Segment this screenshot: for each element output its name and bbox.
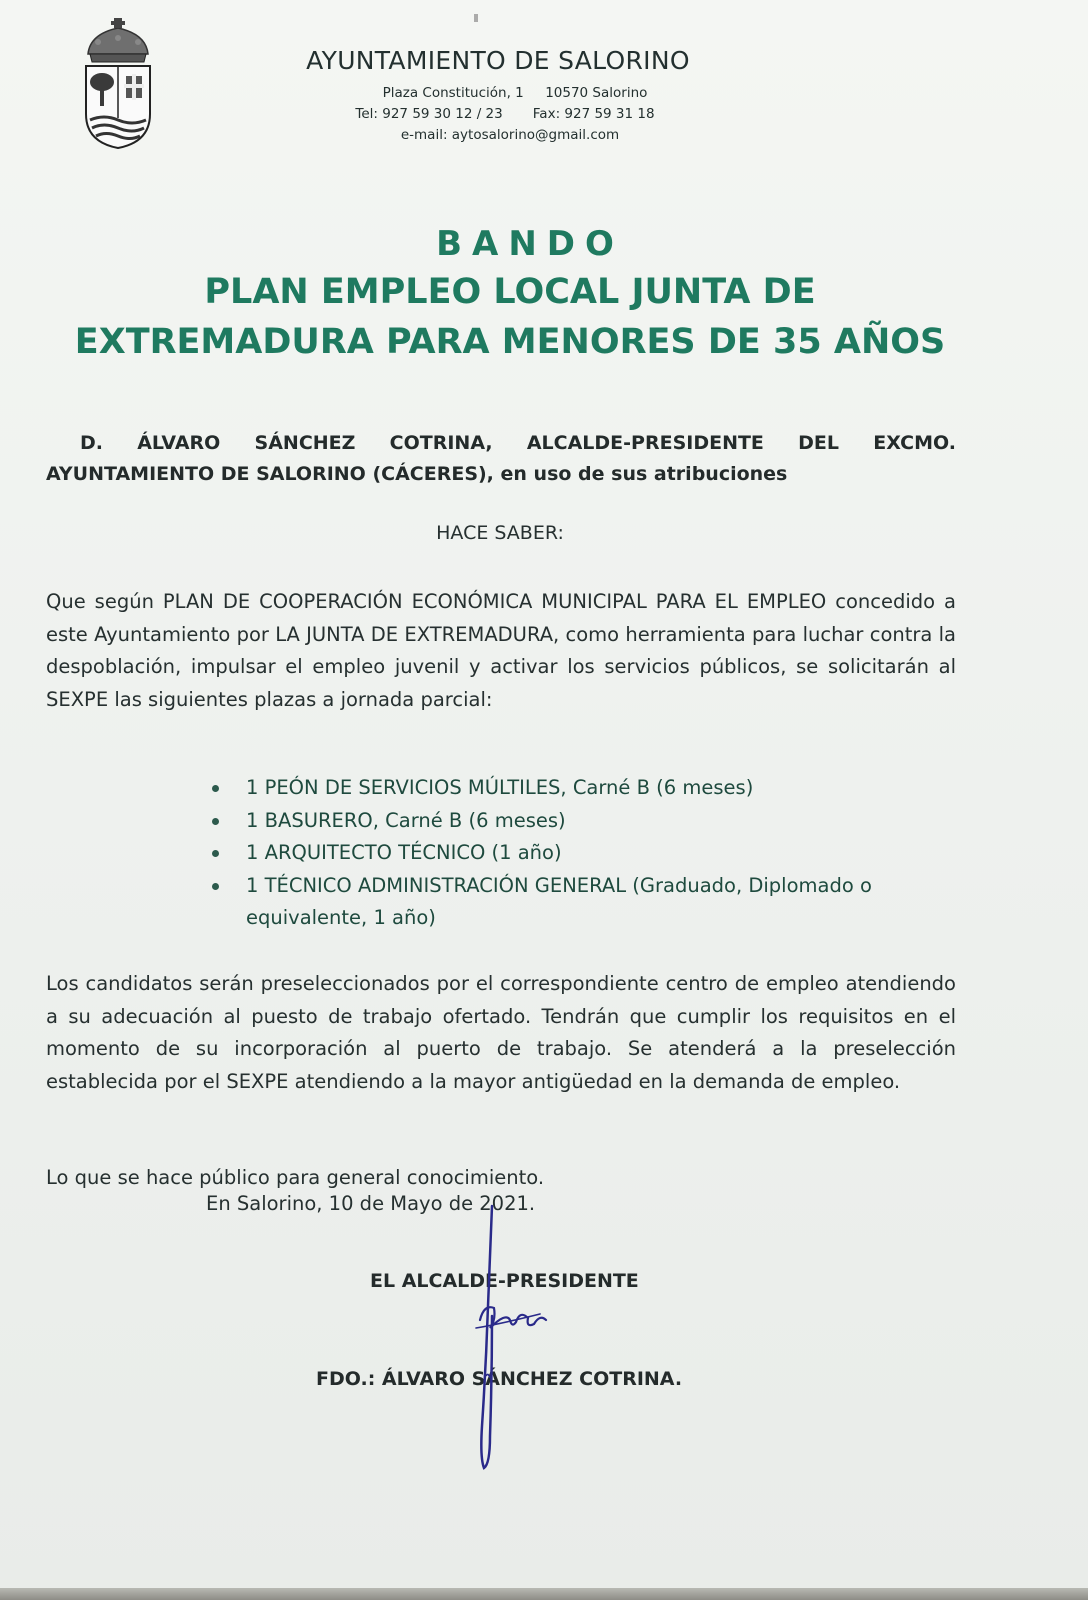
title-line-3: EXTREMADURA PARA MENORES DE 35 AÑOS [74,322,946,362]
list-item [212,870,972,935]
intro-word: DEL [798,432,839,454]
intro-word: D. [80,432,103,454]
announcement-heading: HACE SABER: [436,522,564,544]
position-text: 1 BASURERO, Carné B (6 meses) [246,808,566,832]
list-item [212,805,972,838]
signatory-role: EL ALCALDE-PRESIDENTE [370,1270,639,1292]
paper-mark [474,14,478,22]
closing-sentence: Lo que se hace público para general conocimiento. [46,1166,545,1189]
intro-statement [46,428,956,490]
signatory-name: FDO.: ÁLVARO SÁNCHEZ COTRINA. [316,1368,683,1390]
positions-list [212,772,972,935]
title-line-2: PLAN EMPLEO LOCAL JUNTA DE [204,272,816,312]
page-bottom-edge [0,1588,1088,1600]
position-text: 1 TÉCNICO ADMINISTRACIÓN GENERAL (Graduado, Diplomado o equivalente, 1 año) [246,873,872,929]
bullet-icon [212,785,219,792]
title-bando: BANDO [436,224,624,264]
handwritten-signature [450,1196,570,1486]
list-item [212,772,972,805]
letterhead [250,46,740,146]
bullet-icon [212,883,219,890]
bullet-icon [212,850,219,857]
paragraph-plan: Que según PLAN DE COOPERACIÓN ECONÓMICA MUNICIPAL PARA EL EMPLEO concedido a este Ayuntamiento por LA JUNTA DE EXTREMADURA, como herramienta para luchar contra la despoblación, impulsar el empleo juvenil y activar los servicios públicos, se solicitarán al SEXPE las siguientes plazas a jornada parcial: [46,590,956,711]
email: e-mail: aytosalorino@gmail.com [400,127,620,143]
intro-word: COTRINA, [389,432,493,454]
bullet-icon [212,818,219,825]
intro-word: SÁNCHEZ [254,432,356,454]
list-item [212,837,972,870]
intro-line-2: AYUNTAMIENTO DE SALORINO (CÁCERES), en uso de sus atribuciones [46,463,788,485]
intro-word: ÁLVARO [137,432,221,454]
paragraph-candidates: Los candidatos serán preseleccionados por el correspondiente centro de empleo atendiendo a su adecuación al puesto de trabajo ofertado. Tendrán que cumplir los requisitos en el momento de su incorporación al puerto de trabajo. Se atenderá a la preselección establecida por el SEXPE atendiendo a la mayor antigüedad en la demanda de empleo. [46,972,956,1093]
intro-word: EXCMO. [873,432,956,454]
phone-fax: Tel: 927 59 30 12 / 23 Fax: 927 59 31 18 [355,106,655,122]
address: Plaza Constitución, 1 10570 Salorino [382,85,648,101]
intro-word: ALCALDE-PRESIDENTE [526,432,764,454]
organization-name: AYUNTAMIENTO DE SALORINO [306,46,690,75]
position-text: 1 PEÓN DE SERVICIOS MÚLTILES, Carné B (6 meses) [246,776,754,799]
coat-of-arms-icon [80,14,156,154]
date-place: En Salorino, 10 de Mayo de 2021. [206,1192,536,1215]
intro-line-1 [46,428,956,459]
position-text: 1 ARQUITECTO TÉCNICO (1 año) [246,841,562,864]
